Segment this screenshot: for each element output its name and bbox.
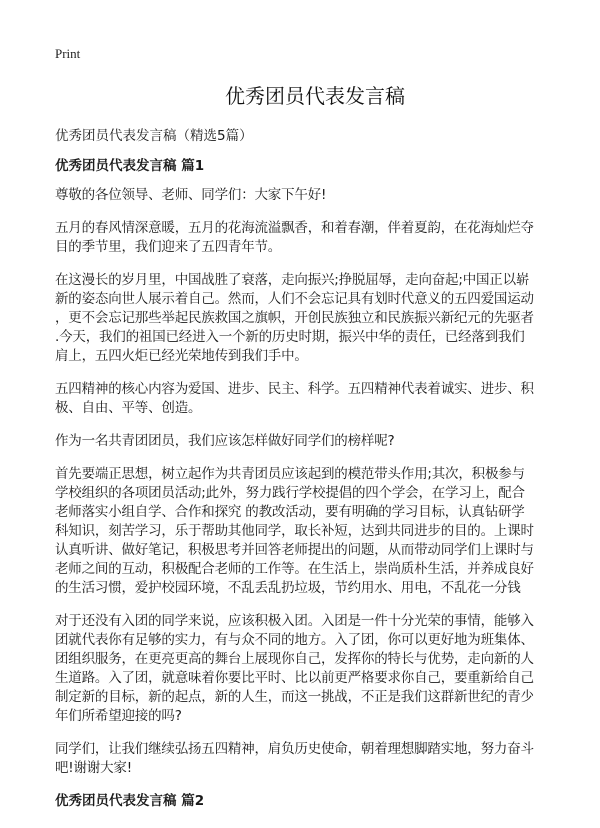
paragraph-line: 尊敬的各位领导、老师、同学们：大家下午好!: [55, 187, 327, 203]
paragraph-line: 学校组织的各项团员活动;此外，努力践行学校提倡的四个学会，在学习上，配合: [55, 485, 525, 501]
paragraph-line: 科知识，刻苦学习，乐于帮助其他同学，取长补短，达到共同进步的目的。上课时: [55, 523, 534, 539]
paragraph-line: 同学们，让我们继续弘扬五四精神，肩负历史使命，朝着理想脚踏实地，努力奋斗: [55, 741, 534, 757]
paragraph-line: 吧!谢谢大家!: [55, 760, 132, 776]
paragraph-line: 团就代表你有足够的实力，有与众不同的地方。入了团，你可以更好地为班集体、: [55, 632, 534, 648]
paragraph-line: 年们所希望迎接的吗?: [55, 708, 182, 724]
paragraph: [55, 432, 555, 451]
section-heading-2: 优秀团员代表发言稿 篇2: [55, 793, 205, 809]
document-title: 优秀团员代表发言稿: [225, 84, 405, 108]
paragraph-line: 极、自由、平等、创造。: [55, 400, 202, 416]
document-page: [55, 46, 555, 821]
paragraph-line: 对于还没有入团的同学来说，应该积极入团。入团是一件十分光荣的事情，能够入: [55, 613, 534, 629]
paragraph: [55, 612, 555, 726]
print-link[interactable]: Print: [55, 46, 81, 61]
section-1-body: [55, 186, 555, 778]
paragraph-line: 新的姿态向世人展示着自己。然而，人们不会忘记具有划时代意义的五四爱国运动: [55, 291, 534, 307]
paragraph-line: 制定新的目标，新的起点，新的人生，而这一挑战，不正是我们这群新世纪的青少: [55, 689, 534, 705]
paragraph-line: 老师落实小组自学、合作和探究 的教改活动，要有明确的学习目标，认真钻研学: [55, 504, 525, 520]
paragraph-line: 在这漫长的岁月里，中国战胜了衰落，走向振兴;挣脱屈辱，走向奋起;中国正以崭: [55, 272, 530, 288]
paragraph: [55, 219, 555, 257]
paragraph: [55, 465, 555, 598]
paragraph-line: 首先要端正思想，树立起作为共青团员应该起到的模范带头作用;其次，积极参与: [55, 466, 525, 482]
paragraph-line: 生道路。入了团，就意味着你要比平时、比以前更严格要求你自己，要重新给自己: [55, 670, 534, 686]
paragraph-line: 目的季节里，我们迎来了五四青年节。: [55, 239, 282, 255]
paragraph: [55, 271, 555, 366]
paragraph-line: 的生活习惯，爱护校园环境，不乱丢乱扔垃圾，节约用水、用电，不乱花一分钱: [55, 580, 521, 596]
paragraph-line: 五四精神的核心内容为爱国、进步、民主、科学。五四精神代表着诚实、进步、积: [55, 381, 534, 397]
section-heading-1: 优秀团员代表发言稿 篇1: [55, 158, 205, 174]
document-subtitle: 优秀团员代表发言稿（精选5篇）: [55, 128, 253, 144]
paragraph-line: 团组织服务，在更亮更高的舞台上展现你自己，发挥你的特长与优势，走向新的人: [55, 651, 534, 667]
paragraph-line: ，更不会忘记那些举起民族救国之旗帜，开创民族独立和民族振兴新纪元的先驱者: [55, 310, 534, 326]
paragraph-line: 作为一名共青团团员，我们应该怎样做好同学们的榜样呢?: [55, 433, 395, 449]
paragraph: [55, 380, 555, 418]
paragraph-line: .今天，我们的祖国已经进入一个新的历史时期，振兴中华的责任，已经落到我们: [55, 329, 525, 345]
paragraph-line: 老师之间的互动，积极配合老师的工作等。在生活上，崇尚质朴生活，并养成良好: [55, 561, 534, 577]
paragraph: [55, 186, 555, 205]
paragraph-line: 五月的春风情深意暖，五月的花海流溢飘香，和着春潮，伴着夏韵，在花海灿烂夺: [55, 220, 534, 236]
paragraph-line: 认真听讲、做好笔记，积极思考并回答老师提出的问题，从而带动同学们上课时与: [55, 542, 534, 558]
paragraph: [55, 740, 555, 778]
paragraph-line: 肩上，五四火炬已经光荣地传到我们手中。: [55, 348, 308, 364]
